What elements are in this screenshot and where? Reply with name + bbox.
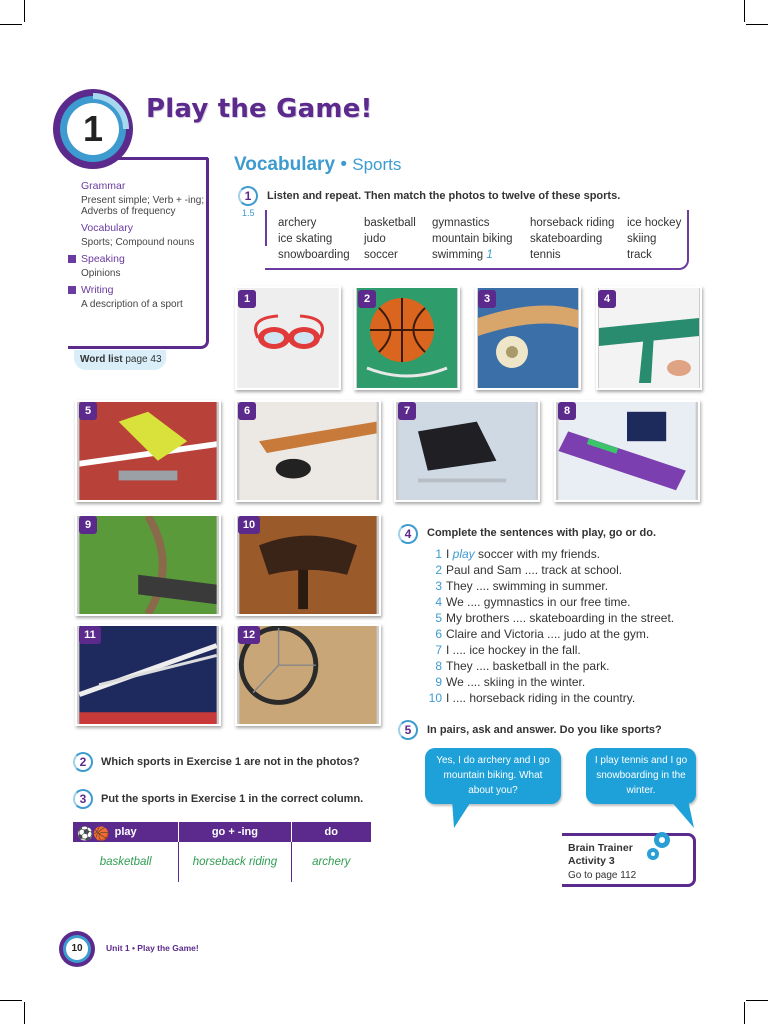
- section-title-bold: Vocabulary: [234, 154, 336, 175]
- speech-bubble-2-tail: [668, 800, 698, 830]
- sentence-number: 9: [435, 675, 442, 689]
- sport-word: archery: [278, 217, 317, 229]
- crop-mark: [0, 24, 22, 25]
- objective-vocabulary: [81, 222, 209, 248]
- gear-icon: [644, 828, 674, 862]
- word-list-label: Word list: [80, 354, 123, 365]
- sports-word-grid: [278, 216, 688, 262]
- sentence-post: soccer with my friends.: [474, 547, 601, 561]
- objective-heading: Writing: [81, 284, 209, 296]
- sentence-pre: I: [446, 547, 453, 561]
- photo-number: 12: [238, 626, 260, 644]
- exercise-4-sentences: [426, 546, 726, 706]
- crop-mark: [744, 1002, 745, 1024]
- photo-number: 7: [398, 402, 416, 420]
- exercise-1-number: 1: [238, 186, 258, 206]
- sentence-item: [426, 546, 726, 562]
- photo-number: 9: [79, 516, 97, 534]
- sentence-item: [426, 578, 726, 594]
- table-cell: horseback riding: [179, 842, 291, 882]
- sentence-number: 8: [435, 659, 442, 673]
- sport-word-with-example: [432, 248, 530, 262]
- sport-word: snowboarding: [278, 249, 350, 261]
- exercise-3-instruction: Put the sports in Exercise 1 in the correct column.: [101, 793, 364, 805]
- speech-bubble-2: I play tennis and I go snowboarding in the winter.: [586, 748, 696, 804]
- brain-trainer-goto: Go to page 112: [568, 870, 637, 881]
- crop-mark: [0, 1000, 22, 1001]
- sentence-item: [426, 642, 726, 658]
- photo-number: 5: [79, 402, 97, 420]
- sentence-answer: play: [452, 547, 475, 561]
- exercise-1-instruction: Listen and repeat. Then match the photos to twelve of these sports.: [267, 190, 621, 202]
- sentence-text: I .... horseback riding in the country.: [446, 691, 636, 705]
- sentence-text: They .... swimming in summer.: [446, 579, 609, 593]
- sport-word: skiing: [627, 233, 657, 245]
- photo-number: 3: [478, 290, 496, 308]
- sentence-text: They .... basketball in the park.: [446, 659, 610, 673]
- photo-ice-hockey: [235, 400, 381, 502]
- sport-word: basketball: [364, 217, 416, 229]
- exercise-2-number: 2: [73, 752, 93, 772]
- photo-number: 8: [558, 402, 576, 420]
- column-go-ing: go + -ing: [179, 822, 291, 842]
- sentence-number: 6: [435, 627, 442, 641]
- column-play: [73, 822, 179, 842]
- speech-bubble-1-tail: [448, 800, 478, 830]
- sentence-text: My brothers .... skateboarding in the street.: [446, 611, 675, 625]
- table-cell: archery: [312, 856, 351, 868]
- photo-number: 11: [79, 626, 101, 644]
- objectives-list: [81, 180, 209, 315]
- sentence-item: [426, 610, 726, 626]
- exercise-5-number: 5: [398, 720, 418, 740]
- unit-number: 1: [82, 108, 104, 149]
- sentence-number: 5: [435, 611, 442, 625]
- footer-text: Unit 1 • Play the Game!: [106, 943, 199, 953]
- audio-track-ref: 1.5: [242, 208, 255, 218]
- sentence-item: [426, 658, 726, 674]
- sport-word: ice skating: [278, 233, 333, 245]
- crop-mark: [24, 0, 25, 22]
- sentence-item: [426, 626, 726, 642]
- page-number-badge: [58, 930, 96, 968]
- photo-number: 10: [238, 516, 260, 534]
- sentence-number: 3: [435, 579, 442, 593]
- sentence-text: I .... ice hockey in the fall.: [446, 643, 581, 657]
- section-separator: •: [340, 154, 347, 175]
- column-do: do: [324, 826, 338, 838]
- objective-writing: [81, 284, 209, 310]
- sentence-text: Paul and Sam .... track at school.: [446, 563, 623, 577]
- sport-word: skateboarding: [530, 233, 603, 245]
- brain-trainer-title: Brain Trainer Activity 3: [568, 842, 633, 867]
- section-title-light: Sports: [352, 155, 402, 174]
- sentence-item: [426, 562, 726, 578]
- unit-title: Play the Game!: [146, 94, 373, 124]
- sentence-item: [426, 690, 726, 706]
- table-cell: basketball: [73, 842, 179, 882]
- objective-grammar: [81, 180, 209, 217]
- word-list-link[interactable]: [74, 350, 166, 370]
- sport-word: judo: [364, 233, 386, 245]
- column-label: play: [114, 826, 137, 838]
- objective-desc: Sports; Compound nouns: [81, 237, 195, 248]
- page-number: 10: [71, 943, 83, 954]
- exercise-4-instruction: Complete the sentences with play, go or do.: [427, 527, 656, 539]
- photo-number: 6: [238, 402, 256, 420]
- objective-heading: Speaking: [81, 253, 209, 265]
- crop-mark: [746, 1000, 768, 1001]
- sports-balls-icon: ⚽🏀: [77, 826, 110, 841]
- sport-word: soccer: [364, 249, 398, 261]
- crop-mark: [744, 0, 745, 22]
- sports-column-table: [73, 822, 371, 882]
- sentence-number: 10: [428, 691, 442, 705]
- example-answer: 1: [486, 249, 493, 261]
- table-header: [73, 822, 371, 842]
- objective-desc: A description of a sport: [81, 299, 183, 310]
- exercise-3-number: 3: [73, 789, 93, 809]
- objective-heading: Grammar: [81, 180, 126, 192]
- exercise-2-instruction: Which sports in Exercise 1 are not in the photos?: [101, 756, 360, 768]
- sport-word: gymnastics: [432, 217, 490, 229]
- brain-trainer-box[interactable]: [562, 833, 696, 887]
- sentence-number: 7: [435, 643, 442, 657]
- sport-word: ice hockey: [627, 217, 682, 229]
- objective-heading: Vocabulary: [81, 222, 133, 234]
- sport-word: track: [627, 249, 652, 261]
- sport-word: horseback riding: [530, 217, 615, 229]
- section-title: [234, 154, 401, 176]
- objective-speaking: [81, 253, 209, 279]
- sentence-text: We .... gymnastics in our free time.: [446, 595, 631, 609]
- objective-desc: Opinions: [81, 268, 121, 279]
- sentence-number: 1: [435, 547, 442, 561]
- table-row: [73, 842, 371, 882]
- sentence-item: [426, 674, 726, 690]
- sport-word: mountain biking: [432, 233, 513, 245]
- exercise-5-instruction: In pairs, ask and answer. Do you like sports?: [427, 724, 662, 736]
- photo-number: 4: [598, 290, 616, 308]
- photo-number: 2: [358, 290, 376, 308]
- sentence-number: 4: [435, 595, 442, 609]
- crop-mark: [24, 1002, 25, 1024]
- speech-bubble-1: Yes, I do archery and I go mountain biking. What about you?: [425, 748, 561, 804]
- exercise-4-number: 4: [398, 524, 418, 544]
- sentence-text: We .... skiing in the winter.: [446, 675, 586, 689]
- objective-desc: Present simple; Verb + -ing; Adverbs of frequency: [81, 195, 205, 217]
- word-list-page: page 43: [125, 354, 162, 365]
- sport-word: tennis: [530, 249, 561, 261]
- sport-word: swimming: [432, 249, 484, 261]
- sentence-item: [426, 594, 726, 610]
- photo-number: 1: [238, 290, 256, 308]
- crop-mark: [746, 24, 768, 25]
- sentence-number: 2: [435, 563, 442, 577]
- sentence-text: Claire and Victoria .... judo at the gym.: [446, 627, 650, 641]
